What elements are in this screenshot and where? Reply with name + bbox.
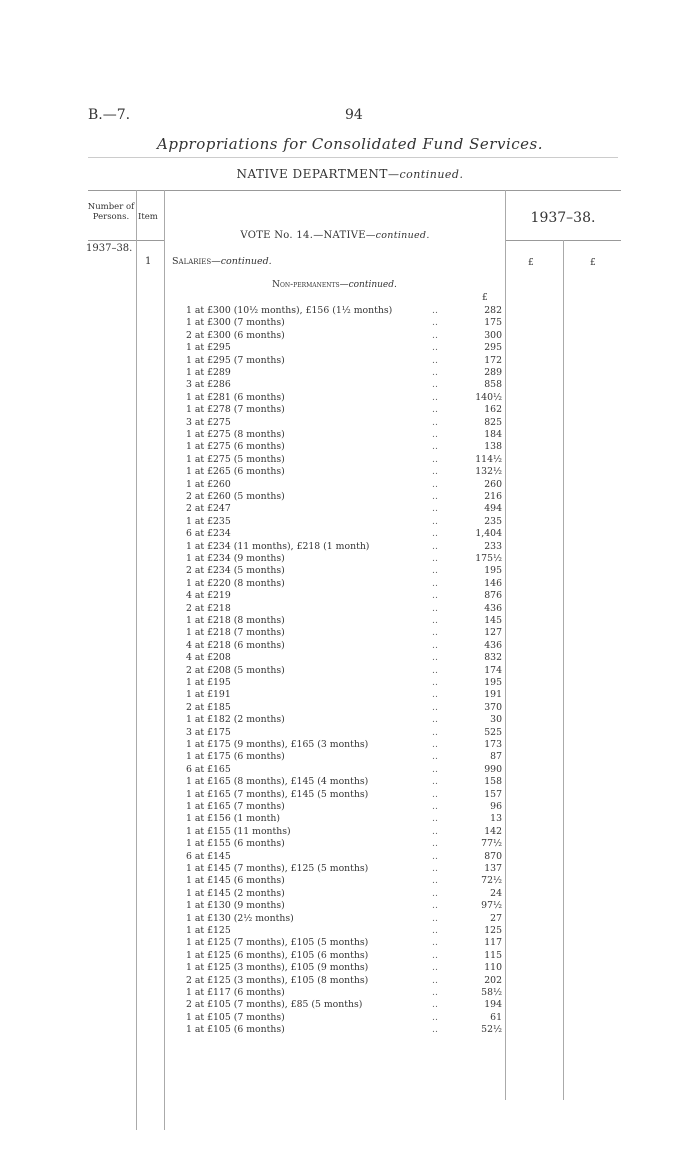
header-rule-item (136, 240, 164, 241)
table-row (186, 577, 502, 590)
table-row (186, 391, 502, 404)
row-leader-dots: .. (432, 565, 438, 577)
row-leader-dots: .. (432, 788, 438, 800)
row-leader-dots: .. (432, 317, 438, 329)
row-leader-dots: .. (432, 726, 438, 738)
table-row (186, 490, 502, 503)
row-leader-dots: .. (432, 342, 438, 354)
row-leader-dots: .. (432, 838, 438, 850)
row-leader-dots: .. (432, 1024, 438, 1036)
row-amount: 114½ (475, 453, 502, 465)
row-amount: 162 (484, 404, 502, 416)
row-leader-dots: .. (432, 441, 438, 453)
table-row (186, 862, 502, 875)
row-description: 6 at £165 (186, 763, 231, 775)
row-amount: 158 (484, 776, 502, 788)
persons-year: 1937–38. (86, 243, 133, 254)
row-description: 1 at £125 (7 months), £105 (5 months) (186, 937, 369, 949)
row-description: 1 at £125 (3 months), £105 (9 months) (186, 962, 369, 974)
row-description: 1 at £130 (2½ months) (186, 912, 294, 924)
row-amount: 436 (484, 639, 502, 651)
row-amount: 876 (484, 590, 502, 602)
table-row (186, 378, 502, 391)
row-amount: 216 (484, 491, 502, 502)
row-leader-dots: .. (432, 515, 438, 527)
row-amount: 87 (490, 751, 502, 763)
row-leader-dots: .. (432, 602, 438, 614)
row-amount: 30 (490, 714, 502, 726)
table-row (186, 478, 502, 491)
row-description: 4 at £208 (186, 652, 231, 664)
row-description: 1 at £278 (7 months) (186, 404, 285, 416)
row-amount: 990 (484, 763, 502, 775)
row-leader-dots: .. (432, 701, 438, 713)
row-description: 1 at £275 (5 months) (186, 453, 285, 465)
row-description: 1 at £145 (2 months) (186, 887, 285, 899)
row-amount: 96 (490, 801, 502, 812)
row-leader-dots: .. (432, 503, 438, 515)
table-row (186, 738, 502, 751)
row-leader-dots: .. (432, 962, 438, 974)
table-row (186, 1023, 502, 1036)
row-leader-dots: .. (432, 478, 438, 490)
table-row (186, 837, 502, 850)
row-description: 2 at £300 (6 months) (186, 329, 285, 341)
table-row (186, 502, 502, 515)
row-description: 2 at £185 (186, 701, 231, 713)
vote-title: VOTE No. 14.—NATIVE (240, 230, 366, 241)
table-row (186, 974, 502, 987)
row-leader-dots: .. (432, 639, 438, 651)
row-description: 1 at £130 (9 months) (186, 900, 285, 912)
table-row (186, 899, 502, 912)
row-leader-dots: .. (432, 776, 438, 788)
row-amount: 58½ (481, 987, 502, 998)
row-description: 1 at £295 (7 months) (186, 354, 285, 366)
row-amount: 260 (484, 478, 502, 490)
table-row (186, 1011, 502, 1024)
row-leader-dots: .. (432, 540, 438, 552)
row-description: 6 at £145 (186, 850, 231, 862)
row-description: 1 at £260 (186, 478, 231, 490)
row-amount: 370 (484, 701, 502, 713)
row-amount: 115 (484, 949, 502, 961)
row-description: 1 at £235 (186, 515, 231, 527)
row-description: 1 at £156 (1 month) (186, 813, 280, 825)
row-description: 1 at £125 (186, 925, 231, 936)
table-row (186, 936, 502, 949)
row-description: 2 at £105 (7 months), £85 (5 months) (186, 999, 363, 1011)
row-description: 1 at £165 (8 months), £145 (4 months) (186, 776, 369, 788)
row-amount: 157 (484, 788, 502, 800)
row-leader-dots: .. (432, 391, 438, 403)
row-leader-dots: .. (432, 689, 438, 701)
header-year: 1937–38. (530, 210, 596, 226)
page-title: Appropriations for Consolidated Fund Services. (156, 135, 543, 153)
row-leader-dots: .. (432, 925, 438, 936)
row-description: 1 at £275 (6 months) (186, 441, 285, 453)
row-leader-dots: .. (432, 875, 438, 887)
table-row (186, 949, 502, 962)
table-row (186, 614, 502, 627)
row-amount: 191 (484, 689, 502, 701)
table-row (186, 676, 502, 689)
row-description: 1 at £220 (8 months) (186, 577, 285, 589)
row-description: 1 at £289 (186, 367, 231, 378)
row-amount: 132½ (475, 466, 502, 478)
table-row (186, 465, 502, 478)
row-description: 1 at £175 (6 months) (186, 751, 285, 763)
page-number: 94 (345, 107, 363, 123)
row-description: 2 at £247 (186, 503, 231, 515)
row-leader-dots: .. (432, 416, 438, 428)
row-leader-dots: .. (432, 664, 438, 676)
department-suffix: —continued. (387, 168, 464, 181)
row-leader-dots: .. (432, 850, 438, 862)
row-description: 1 at £218 (8 months) (186, 615, 285, 626)
table-row (186, 354, 502, 367)
row-description: 2 at £260 (5 months) (186, 491, 285, 502)
row-amount: 175 (484, 317, 502, 329)
table-row (186, 639, 502, 652)
table-row (186, 540, 502, 553)
row-amount: 235 (484, 515, 502, 527)
row-amount: 825 (484, 416, 502, 428)
row-amount: 202 (484, 974, 502, 986)
row-leader-dots: .. (432, 466, 438, 478)
table-row (186, 800, 502, 813)
table-row (186, 713, 502, 726)
table-row (186, 850, 502, 863)
pound-col-amount: £ (528, 258, 534, 268)
non-permanents-suffix: —continued. (339, 280, 397, 290)
row-description: 1 at £145 (7 months), £125 (5 months) (186, 863, 369, 874)
row-amount: 858 (484, 379, 502, 391)
table-row (186, 428, 502, 441)
row-description: 1 at £125 (6 months), £105 (6 months) (186, 949, 369, 961)
row-leader-dots: .. (432, 974, 438, 986)
row-amount: 289 (484, 367, 502, 378)
salaries-suffix: —continued. (211, 256, 272, 267)
table-row (186, 701, 502, 714)
row-amount: 436 (484, 602, 502, 614)
table-row (186, 750, 502, 763)
row-description: 3 at £275 (186, 416, 231, 428)
row-description: 2 at £234 (5 months) (186, 565, 285, 577)
row-leader-dots: .. (432, 987, 438, 998)
row-leader-dots: .. (432, 912, 438, 924)
row-amount: 194 (484, 999, 502, 1011)
row-leader-dots: .. (432, 367, 438, 378)
row-description: 1 at £300 (7 months) (186, 317, 285, 329)
row-leader-dots: .. (432, 825, 438, 837)
table-row (186, 552, 502, 565)
table-row (186, 812, 502, 825)
row-leader-dots: .. (432, 627, 438, 639)
table-row (186, 564, 502, 577)
table-row (186, 304, 502, 317)
row-leader-dots: .. (432, 652, 438, 664)
table-row (186, 788, 502, 801)
row-description: 3 at £175 (186, 726, 231, 738)
row-description: 1 at £117 (6 months) (186, 987, 285, 998)
row-description: 1 at £155 (6 months) (186, 838, 285, 850)
row-leader-dots: .. (432, 305, 438, 316)
row-leader-dots: .. (432, 714, 438, 726)
row-description: 2 at £218 (186, 602, 231, 614)
row-description: 4 at £219 (186, 590, 231, 602)
row-amount: 832 (484, 652, 502, 664)
table-row (186, 341, 502, 354)
row-leader-dots: .. (432, 404, 438, 416)
row-amount: 146 (484, 577, 502, 589)
row-description: 6 at £234 (186, 528, 231, 540)
row-leader-dots: .. (432, 739, 438, 750)
row-leader-dots: .. (432, 615, 438, 626)
row-description: 1 at £191 (186, 689, 231, 701)
table-row (186, 763, 502, 776)
row-leader-dots: .. (432, 1011, 438, 1023)
table-row (186, 329, 502, 342)
row-leader-dots: .. (432, 491, 438, 502)
row-amount: 494 (484, 503, 502, 515)
row-amount: 195 (484, 565, 502, 577)
item-number: 1 (145, 256, 152, 267)
row-leader-dots: .. (432, 577, 438, 589)
row-leader-dots: .. (432, 329, 438, 341)
salaries-heading (172, 256, 272, 267)
row-amount: 233 (484, 540, 502, 552)
table-row (186, 924, 502, 937)
row-amount: 295 (484, 342, 502, 354)
table-row (186, 403, 502, 416)
row-amount: 142 (484, 825, 502, 837)
table-top-rule (88, 190, 621, 191)
row-description: 2 at £208 (5 months) (186, 664, 285, 676)
table-row (186, 316, 502, 329)
row-amount: 173 (484, 739, 502, 750)
col-divider-total (563, 240, 564, 1100)
header-rule-left (88, 240, 136, 241)
row-amount: 138 (484, 441, 502, 453)
row-amount: 110 (484, 962, 502, 974)
table-row (186, 453, 502, 466)
row-amount: 140½ (475, 391, 502, 403)
row-description: 1 at £218 (7 months) (186, 627, 285, 639)
row-amount: 24 (490, 887, 502, 899)
row-amount: 137 (484, 863, 502, 874)
row-amount: 127 (484, 627, 502, 639)
non-permanents-heading (172, 280, 497, 290)
table-row (186, 825, 502, 838)
table-row (186, 688, 502, 701)
row-amount: 184 (484, 429, 502, 440)
row-leader-dots: .. (432, 900, 438, 912)
row-description: 1 at £275 (8 months) (186, 429, 285, 440)
row-amount: 125 (484, 925, 502, 936)
row-amount: 27 (490, 912, 502, 924)
row-leader-dots: .. (432, 553, 438, 564)
row-amount: 175½ (475, 553, 502, 564)
row-leader-dots: .. (432, 590, 438, 602)
table-row (186, 602, 502, 615)
title-rule (88, 157, 618, 158)
row-leader-dots: .. (432, 801, 438, 812)
row-description: 1 at £234 (9 months) (186, 553, 285, 564)
row-leader-dots: .. (432, 937, 438, 949)
row-leader-dots: .. (432, 751, 438, 763)
row-leader-dots: .. (432, 763, 438, 775)
row-description: 1 at £265 (6 months) (186, 466, 285, 478)
row-description: 1 at £165 (7 months), £145 (5 months) (186, 788, 369, 800)
row-description: 1 at £234 (11 months), £218 (1 month) (186, 540, 370, 552)
table-row (186, 651, 502, 664)
row-description: 1 at £105 (6 months) (186, 1024, 285, 1036)
table-row (186, 366, 502, 379)
header-item: Item (138, 212, 158, 222)
row-description: 1 at £175 (9 months), £165 (3 months) (186, 739, 369, 750)
row-leader-dots: .. (432, 949, 438, 961)
non-permanents-label: Non-permanents (272, 280, 340, 290)
row-description: 1 at £182 (2 months) (186, 714, 285, 726)
row-amount: 61 (490, 1011, 502, 1023)
row-description: 1 at £145 (6 months) (186, 875, 285, 887)
table-row (186, 589, 502, 602)
row-description: 1 at £281 (6 months) (186, 391, 285, 403)
row-leader-dots: .. (432, 379, 438, 391)
department-name: NATIVE DEPARTMENT (236, 167, 388, 181)
row-leader-dots: .. (432, 887, 438, 899)
table-row (186, 912, 502, 925)
vote-heading (170, 230, 500, 241)
header-number-of-persons: Number of Persons. (87, 202, 135, 222)
row-leader-dots: .. (432, 429, 438, 440)
table-row (186, 887, 502, 900)
department-heading (0, 167, 700, 181)
row-leader-dots: .. (432, 863, 438, 874)
row-leader-dots: .. (432, 354, 438, 366)
row-leader-dots: .. (432, 528, 438, 540)
page-reference: B.—7. (88, 107, 131, 123)
table-row (186, 998, 502, 1011)
row-amount: 117 (484, 937, 502, 949)
row-description: 1 at £105 (7 months) (186, 1011, 285, 1023)
table-row (186, 986, 502, 999)
row-leader-dots: .. (432, 677, 438, 688)
table-row (186, 961, 502, 974)
row-amount: 13 (490, 813, 502, 825)
row-description: 1 at £295 (186, 342, 231, 354)
table-row (186, 416, 502, 429)
row-leader-dots: .. (432, 999, 438, 1011)
table-row (186, 515, 502, 528)
row-amount: 72½ (481, 875, 502, 887)
pound-col-total: £ (590, 258, 596, 268)
row-amount: 282 (484, 305, 502, 316)
table-row (186, 664, 502, 677)
row-amount: 300 (484, 329, 502, 341)
row-amount: 525 (484, 726, 502, 738)
table-row (186, 626, 502, 639)
row-amount: 1,404 (475, 528, 502, 540)
row-amount: 870 (484, 850, 502, 862)
salaries-label: Salaries (172, 256, 212, 267)
col-divider-persons (136, 190, 137, 1130)
table-row (186, 440, 502, 453)
row-amount: 97½ (481, 900, 502, 912)
table-row (186, 527, 502, 540)
pound-col-subtotal: £ (482, 293, 488, 303)
row-amount: 145 (484, 615, 502, 626)
row-amount: 174 (484, 664, 502, 676)
vote-suffix: —continued. (365, 230, 430, 241)
row-description: 1 at £165 (7 months) (186, 801, 285, 812)
table-row (186, 874, 502, 887)
row-amount: 52½ (481, 1024, 502, 1036)
row-leader-dots: .. (432, 453, 438, 465)
row-amount: 195 (484, 677, 502, 688)
row-description: 1 at £155 (11 months) (186, 825, 291, 837)
table-row (186, 726, 502, 739)
row-amount: 77½ (481, 838, 502, 850)
col-divider-item (164, 190, 165, 1130)
table-row (186, 775, 502, 788)
row-leader-dots: .. (432, 813, 438, 825)
row-description: 2 at £125 (3 months), £105 (8 months) (186, 974, 369, 986)
row-description: 1 at £300 (10½ months), £156 (1½ months) (186, 305, 393, 316)
col-divider-amount (505, 190, 506, 1100)
row-description: 4 at £218 (6 months) (186, 639, 285, 651)
row-amount: 172 (484, 354, 502, 366)
row-description: 3 at £286 (186, 379, 231, 391)
row-description: 1 at £195 (186, 677, 231, 688)
